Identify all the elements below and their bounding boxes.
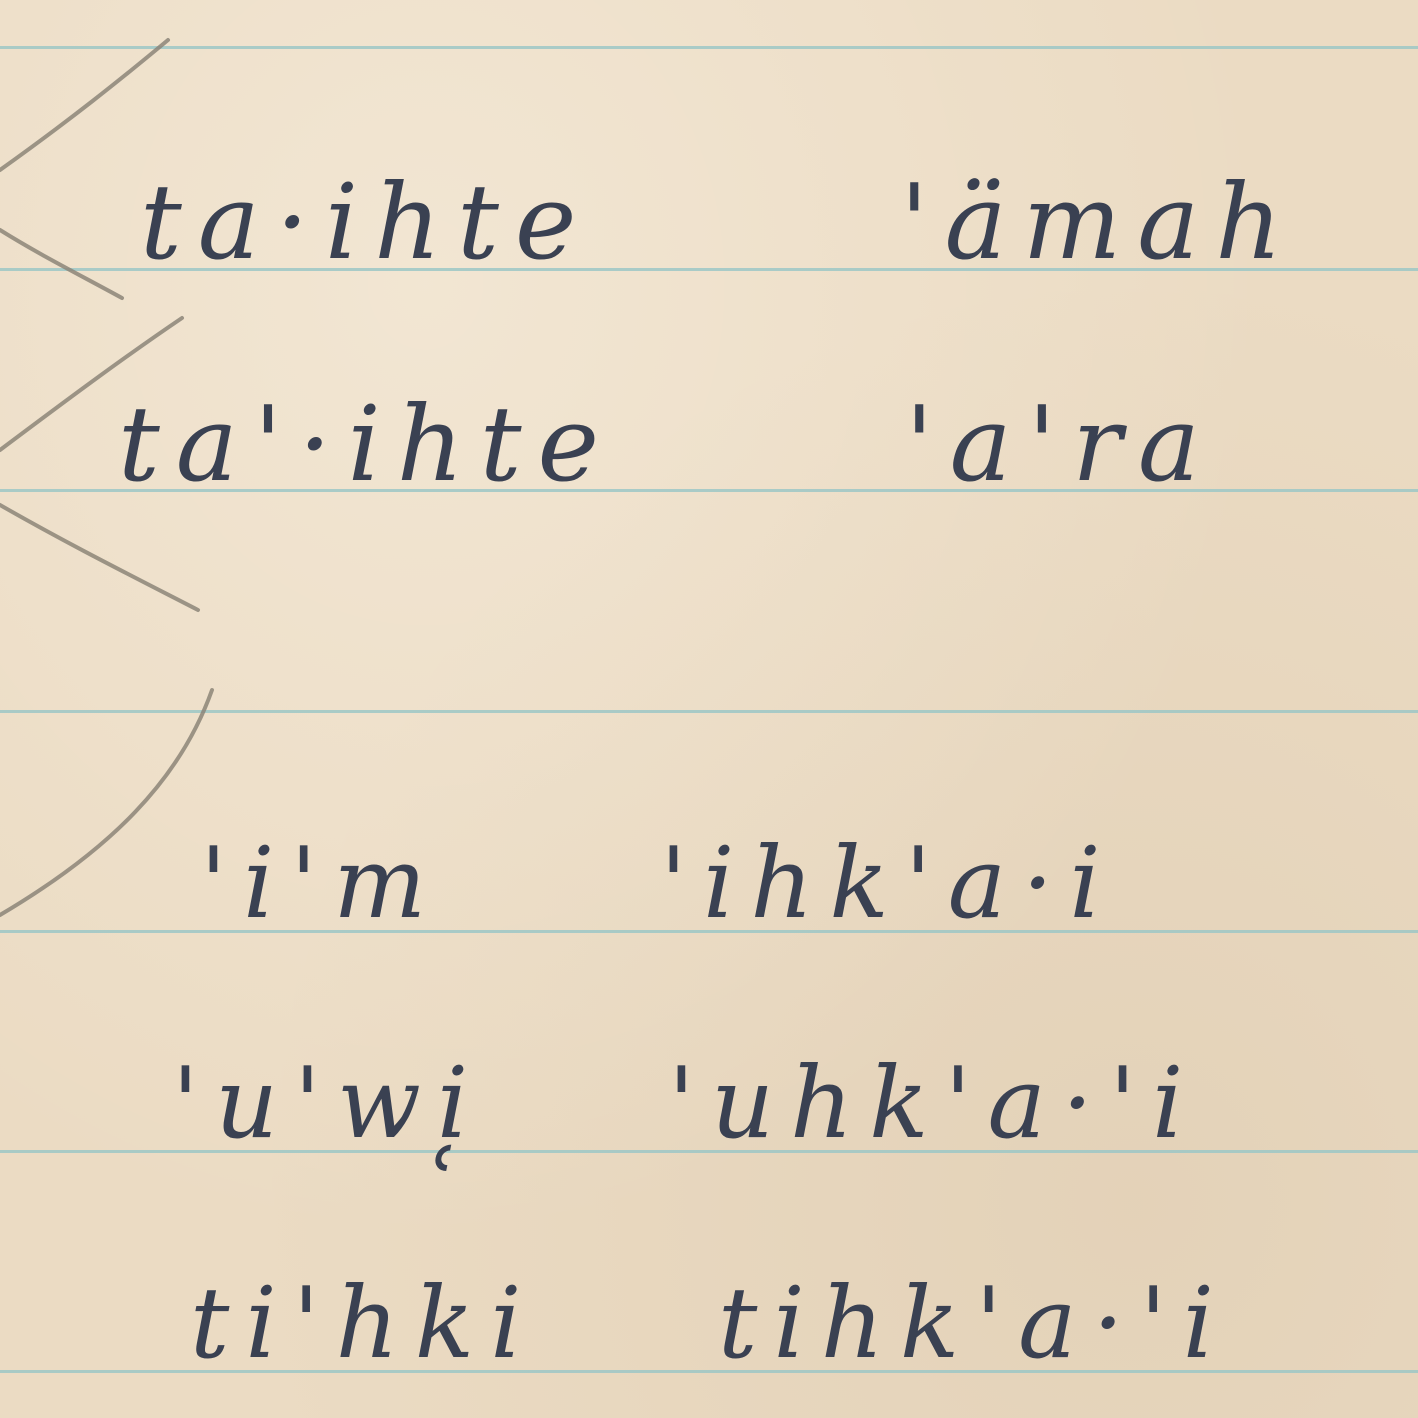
pencil-stroke — [0, 690, 212, 915]
handwritten-word: 'u'wi̜ — [172, 1047, 485, 1161]
handwritten-word: ta'·ihte — [118, 383, 616, 505]
handwritten-word: 'ämah — [900, 161, 1299, 283]
handwritten-word: ti'hki — [190, 1267, 538, 1381]
handwritten-word: 'i'm — [200, 827, 443, 941]
handwritten-word: 'a'ra — [905, 383, 1216, 505]
handwritten-word: tihk'a·'i — [718, 1267, 1231, 1381]
handwritten-word: 'ihk'a·i — [660, 827, 1117, 941]
handwritten-word: 'uhk'a·'i — [668, 1047, 1200, 1161]
ruled-line — [0, 710, 1418, 713]
pencil-stroke — [0, 40, 168, 170]
pencil-stroke — [0, 505, 198, 610]
handwritten-word: ta·ihte — [140, 161, 593, 283]
pencil-stroke — [0, 230, 122, 298]
ruled-line — [0, 46, 1418, 49]
